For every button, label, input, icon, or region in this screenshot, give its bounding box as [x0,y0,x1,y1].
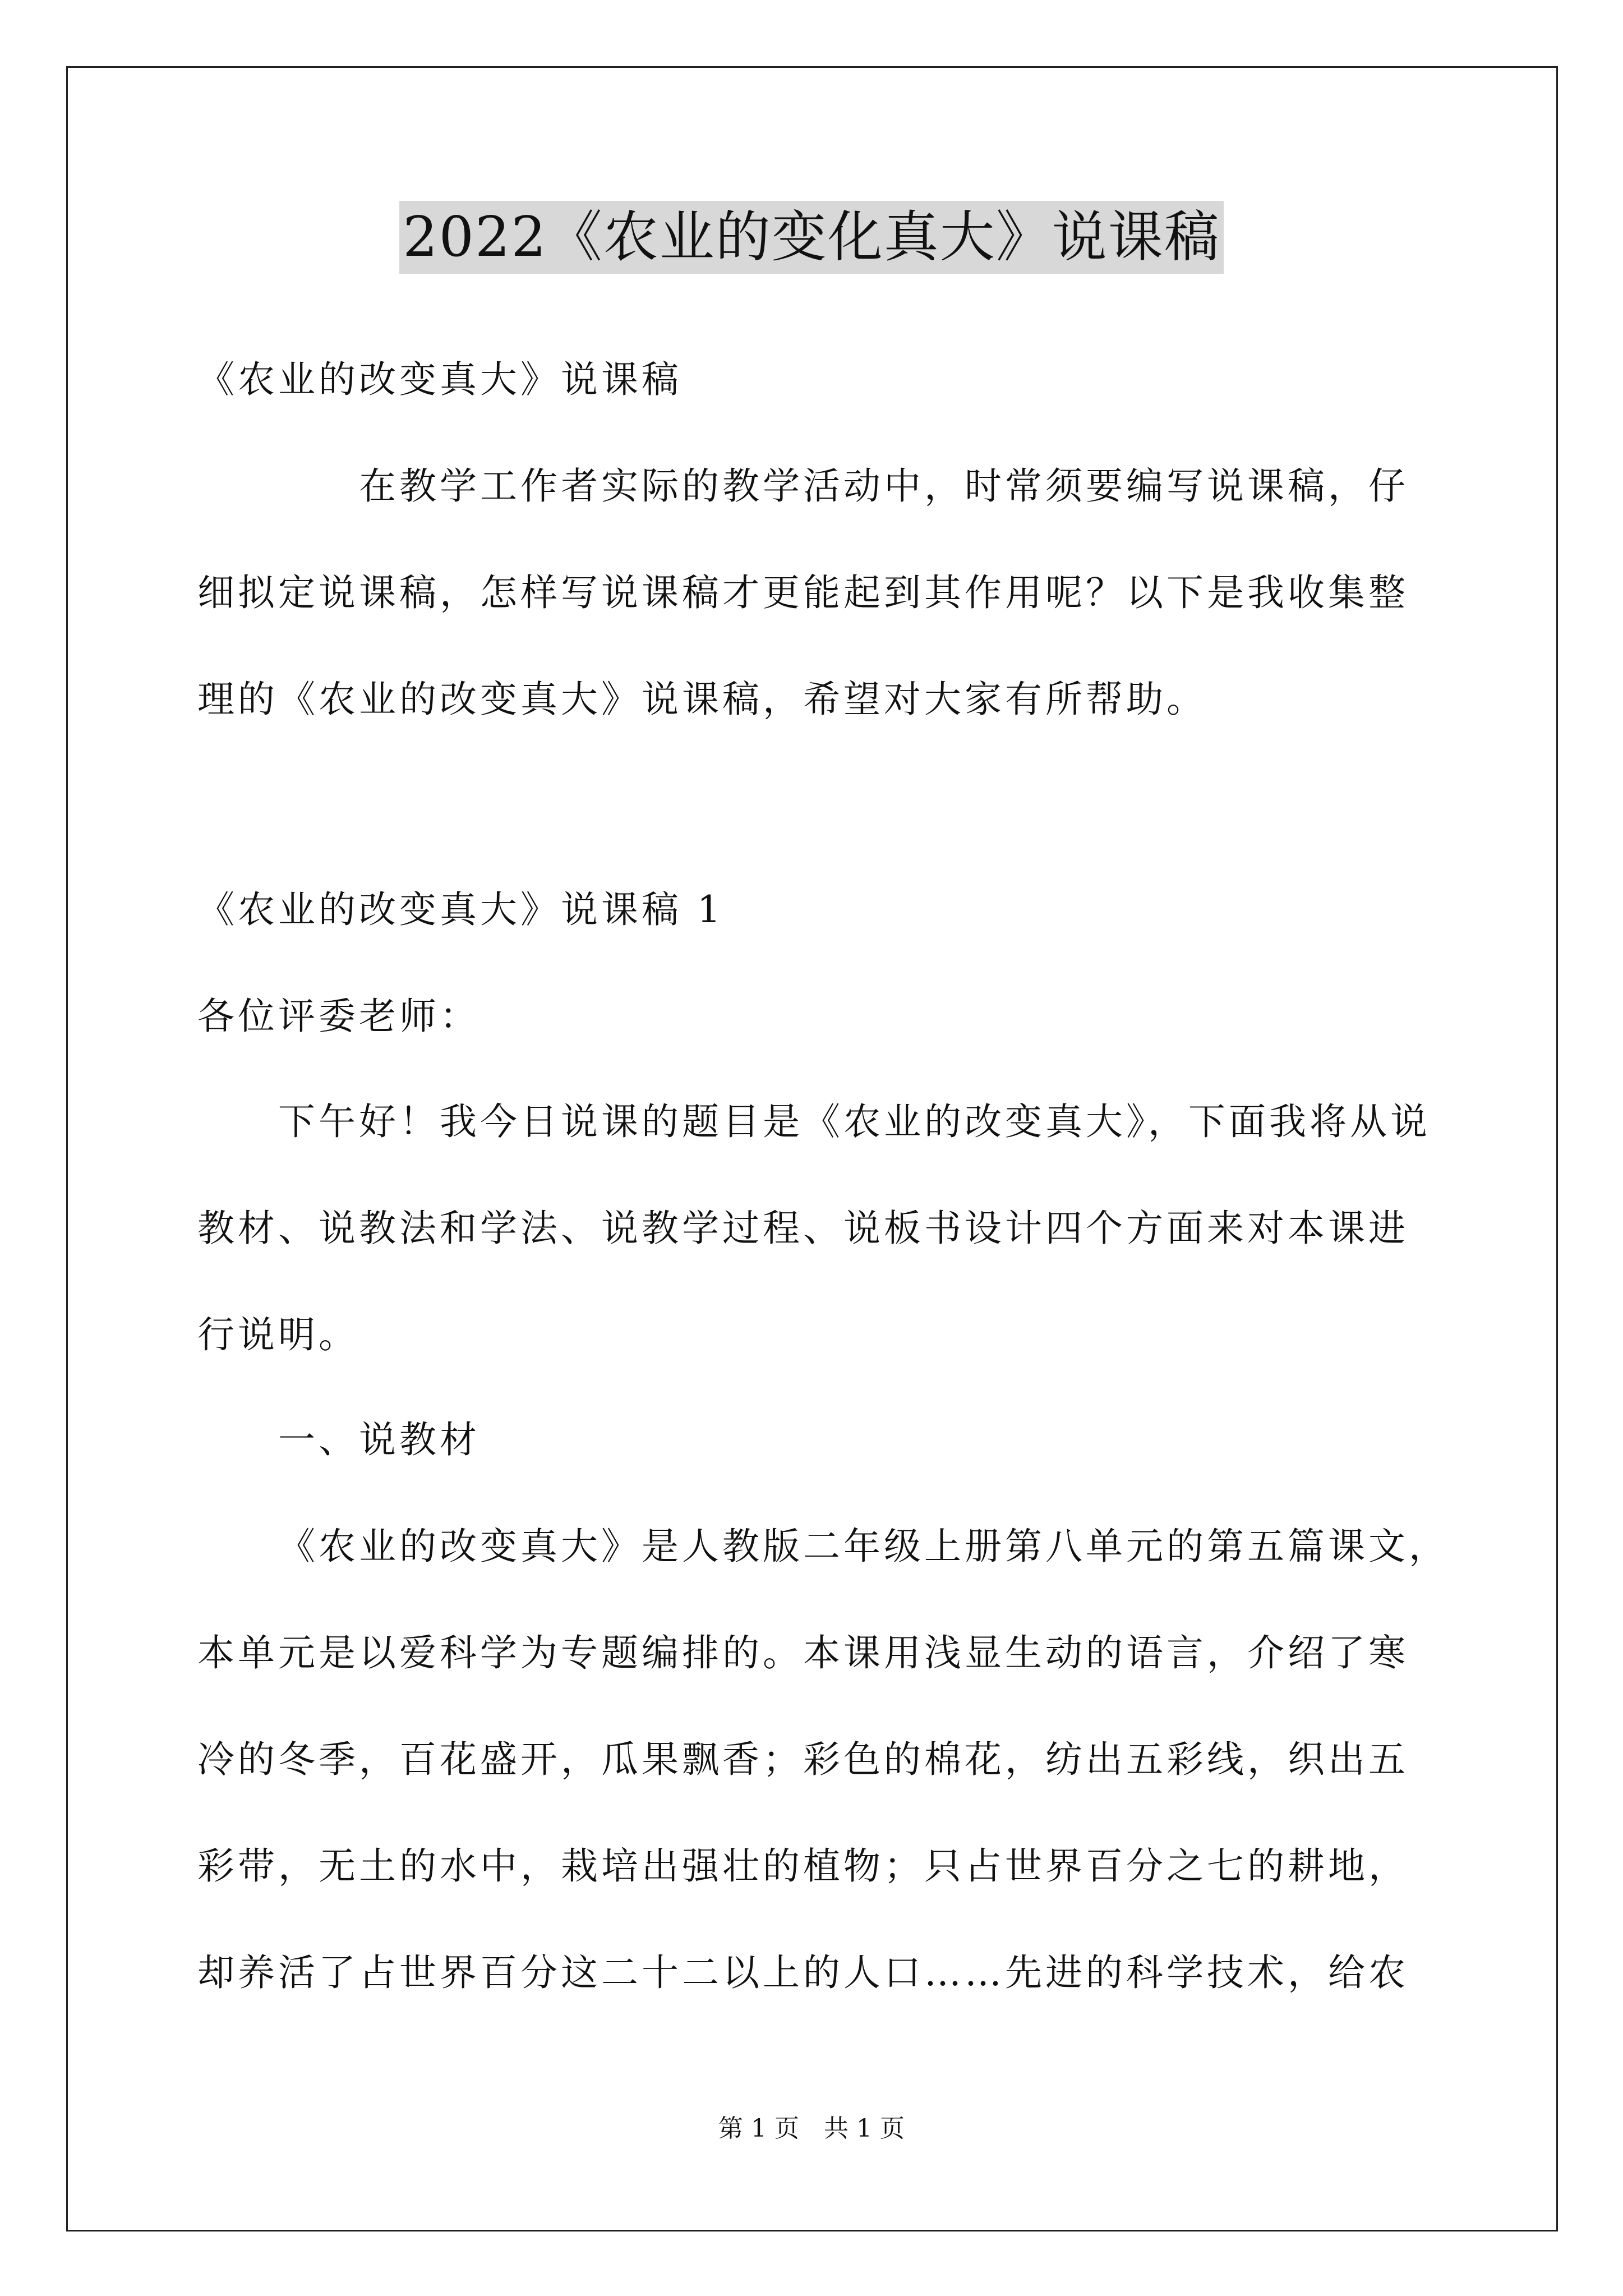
subsection-heading: 一、说教材 [278,1418,480,1461]
paragraph-line: 彩带，无土的水中，栽培出强壮的植物；只占世界百分之七的耕地， [197,1844,1409,1888]
paragraph-line: 下午好！我今日说课的题目是《农业的改变真大》，下面我将从说 [278,1100,1431,1143]
page-footer: 第 1 页 共 1 页 [718,2114,905,2143]
paragraph-line: 在教学工作者实际的教学活动中，时常须要编写说课稿，仔 [359,464,1409,508]
paragraph-line: 行说明。 [197,1313,359,1356]
paragraph-line: 本单元是以爱科学为专题编排的。本课用浅显生动的语言，介绍了寒 [197,1631,1409,1674]
salutation-line: 各位评委老师： [197,995,480,1038]
paragraph-line: 教材、说教法和学法、说教学过程、说板书设计四个方面来对本课进 [197,1207,1409,1250]
paragraph-line: 细拟定说课稿，怎样写说课稿才更能起到其作用呢？以下是我收集整 [197,571,1409,614]
document-title: 2022《农业的变化真大》说课稿 [399,201,1223,274]
title-container [0,201,1623,274]
paragraph-line: 理的《农业的改变真大》说课稿，希望对大家有所帮助。 [197,678,1207,721]
section-heading: 《农业的改变真大》说课稿 1 [197,888,724,931]
paragraph-line: 却养活了占世界百分这二十二以上的人口……先进的科学技术，给农 [197,1951,1409,1994]
subtitle-line: 《农业的改变真大》说课稿 [197,358,682,401]
paragraph-line: 冷的冬季，百花盛开，瓜果飘香；彩色的棉花，纺出五彩线，织出五 [197,1738,1409,1781]
paragraph-line: 《农业的改变真大》是人教版二年级上册第八单元的第五篇课文， [278,1525,1449,1568]
